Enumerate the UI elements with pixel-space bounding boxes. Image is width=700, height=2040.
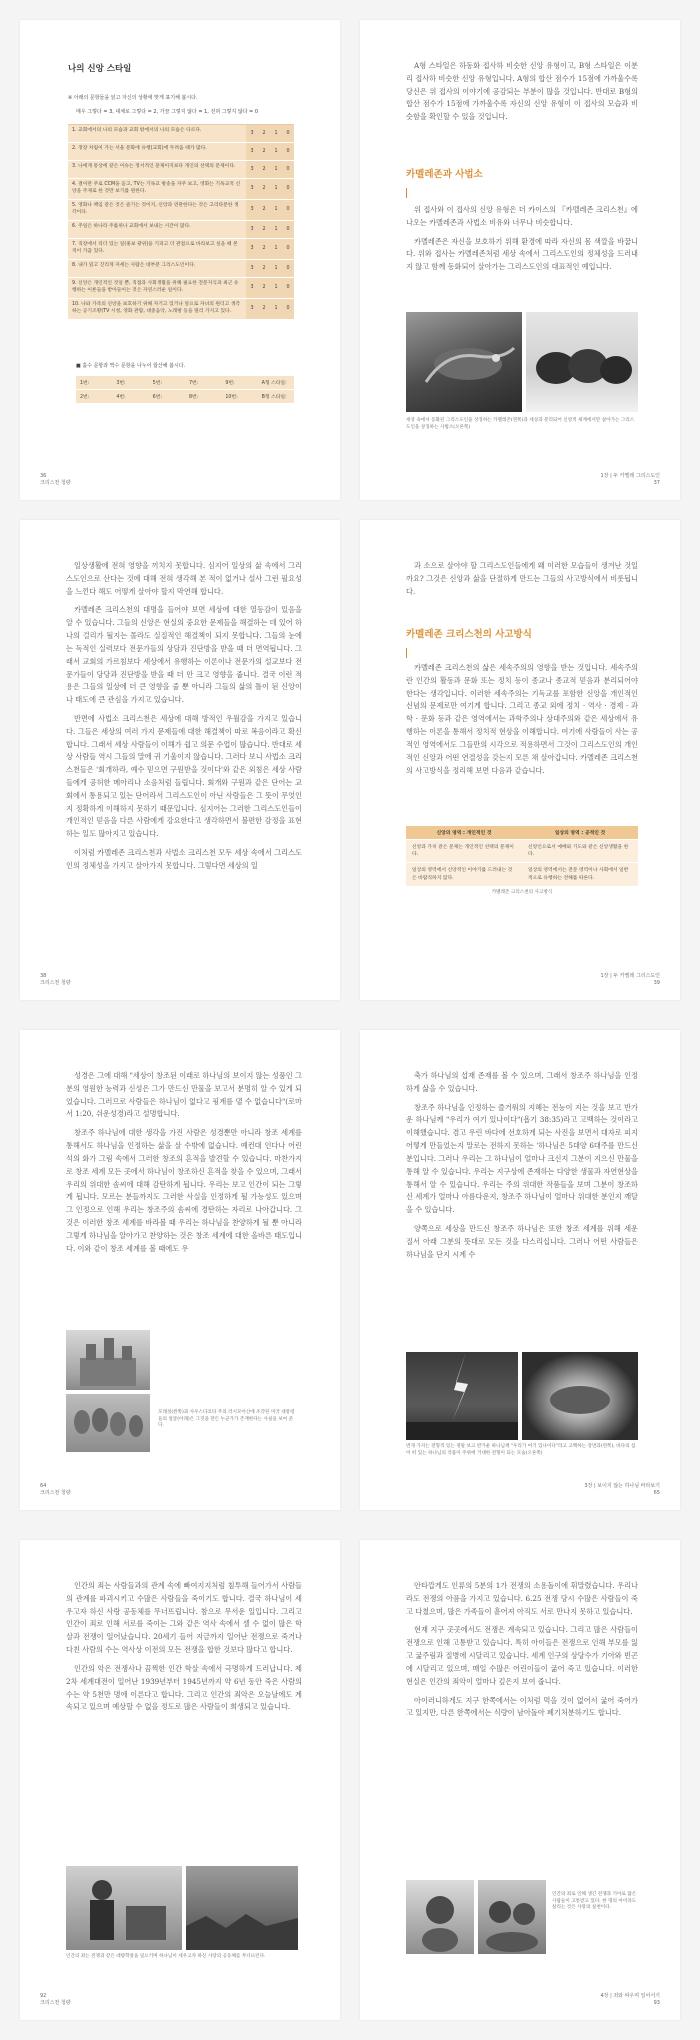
chameleon-icon (406, 312, 522, 412)
section-heading: 카멜레존 크리스천의 사고방식 (406, 629, 532, 640)
page-7 (20, 1540, 340, 2020)
score-0[interactable]: 0 (286, 131, 290, 136)
score-2[interactable]: 2 (262, 167, 266, 172)
war-ruins-photo (186, 1866, 298, 1950)
chameleon-photo (406, 312, 522, 412)
checklist-item-text: 5. 영화나 책임 같은 것은 즐기는 것이지, 신앙과 연관한다는 것은 고리타분한 생각이다. (72, 202, 239, 215)
score-0[interactable]: 0 (286, 167, 290, 172)
score-3[interactable]: 3 (250, 186, 254, 192)
checklist-row (68, 143, 294, 161)
checklist-item-text: 2. 정장 차림이 가는 서울 문화에 유행(교회)에 두려움 때가 많다. (72, 146, 207, 151)
checklist-item-text: 9. 신앙은 개인적인 것일 뿐, 직접과 사회생활을 위해 필요한 전문지식과 최근 유행하는 이론들을 받아들이는 것은 자연스러운 일이다. (72, 280, 239, 293)
score-options (246, 161, 294, 178)
checklist-row (68, 299, 294, 320)
paragraph: 인간의 죄는 사람들과의 관계 속에 빠여지지처럼 침투해 들어가서 사람들의 관계를 파괴시키고 수많은 사람들을 죽이기도 합니다. 결국 하나님이 세우고자 하신 사랑 공동체를 무너뜨립니다. 참으로 무서운 일입니다. 그리고 인간이 죄로 인해 서로를 죽이는 그와 같은 역사 속에서 셀 수 없이 많은 학살과 전쟁이 일어났습니다. 20세기 들어 지금까지 일어난 전쟁으로 죽거나 다친 사람의 수는 역사상 이전의 모든 전쟁을 합한 것보다 많다고 합니다. (66, 1581, 302, 1655)
page-number: 37 (653, 479, 660, 486)
type-cell[interactable]: 10번: (221, 390, 257, 404)
intro-paragraph (406, 560, 638, 604)
table-header: 일상의 영역 : 공적인 것 (522, 826, 638, 839)
paragraph: 안타깝게도 인류의 5분의 1가 전쟁의 소용돌이에 휘말렸습니다. 우리나라도 전쟁의 아픔을 가지고 있습니다. 6.25 전쟁 당시 수많은 사람들이 죽고 다쳤으며, 많은 가족들이 흩어져 아직도 서로 만나지 못하고 있습니다. (406, 1581, 638, 1616)
score-2[interactable]: 2 (262, 306, 266, 312)
checklist-item-text: 6. 주일은 하나라 주를위나 교회에서 보내는 시간이 많다. (72, 223, 191, 229)
score-options (246, 143, 294, 160)
checklist-item-text: 10. 나와 가족의 신앙을 보호하기 위해 자기고 있거나 앞으로 자녀의 원더고 생각하는 공기조황(TV 시청, 영화 관람, 대중음악, 노래방 등을 멀리 가지고 있다. (72, 301, 241, 314)
checklist-item-text: 4. 결이란 주로 CCM을 듣고, TV는 기독교 방송을 자주 보고, 영화는 기독교적 신앙을 주제로 한 것만 보기를 원한다. (72, 182, 241, 194)
checklist-title: 나의 신앙 스타일 (68, 64, 132, 74)
page-number: 92 (40, 1993, 47, 1999)
paragraph: 창조주 하나님에 대한 생각을 가진 사람은 성경뿐만 아니라 창조 세계를 통해서도 하나님을 인정하는 삶을 살 수밖에 없습니다. 예컨대 인다나 어린 석의 화가 그림 속에서 그러한 창조의 흔적을 발견할 수 있습니다. 마찬가지로 창조 세계 모든 곳에서 하나님이 창조하신 흔적을 찾을 수 있으며, 그래서 우리의 위대한 솜씨에 대해 감탄하게 됩니다. 우리는 보고 인간이 되는 그렇게 됩니다. 모르는 분들까지도 그러한 사실을 인정하게 될 가능성도 있으며 그 인정으로 인해 우리는 창조주의 솜씨에 경탄하는 자리로 나아갑니다. 그것은 이러한 창조 세계를 바라볼 때 우리는 하나님을 찬양하게 될 뿐 아니라 그렇게 하나님을 알아가고 찬양하는 것은 창조 세계에 대한 올바른 태도입니다. 이와 같이 창조 세계를 볼 때에도 우 (66, 1128, 302, 1253)
photo-caption: 인간의 죄는 전쟁과 같은 대량학살을 일으키며 하나님이 세우고자 하신 사랑의 공동체를 무너뜨린다. (66, 1954, 266, 1959)
page-6 (360, 1030, 680, 1510)
score-2[interactable]: 2 (262, 246, 266, 252)
page-4 (360, 520, 680, 1000)
page-footer (40, 473, 71, 486)
paragraph: 카멜레존 크리스천의 대명을 들어야 보면 세상에 대한 열등감이 있음을 알 수 있습니다. 그들의 신앙은 현실의 중요한 문제들을 해결하는 데 있어 하나의 걸리가 될지는 몰라도 실질적인 해결책이 되지 못합니다. 그들의 눈에는 독적인 실력보다 전문가들의 상담과 진단방을 받을 때 더 면역됩니다. 그래서 교회의 가르침보다 세상에서 유행하는 이론이나 전문가의 설교보다 전문가들이 당당과 진단방을 받을 때 더 안 크고 영향을 줍니다. 결국 이런 적용은 그들의 일상에 더 큰 영향을 줄 뿐 아니라 그들의 삶의 틀이 된 신앙이나 태도에 큰 관심을 가지고 있습니다. (66, 605, 302, 705)
sum-instruction: ■ 홀수 문항과 짝수 문항을 나누어 합산해 봅시다. (76, 363, 186, 369)
score-3[interactable]: 3 (250, 226, 254, 232)
type-cell[interactable]: 8번: (185, 390, 221, 404)
type-score-grid (76, 376, 294, 404)
score-1[interactable]: 1 (274, 186, 278, 192)
score-1[interactable]: 1 (274, 226, 278, 232)
score-2[interactable]: 2 (262, 131, 266, 136)
lightning-photo (406, 1352, 518, 1440)
paragraph: 창조주 하나님을 인정하는 즐거워의 지혜는 전능이 지는 것을 보고 반가운 하나님께 "우리가 여기 있나이다"(욥기 38:35)라고 고백하는 것이라고 이해했습니다. 겸고 우린 바다에 선호하게 되는 사진을 보면서 대자로 피지 어떻게 만들었는지 말로는 전하지 못하는 '하나님은 5대양 6대주를 만드신 분입니다. 그러나 우리는 그 하나님이 얼마나 크신지 그분이 지으신 만물을 통해 알 수 있습니다. 우리는 지구상에 존재하는 다양한 생물과 자연현상을 통해서 알 수 있습니다. 우리는 주의 위대한 작품들을 보며 그분이 창조하신 세계가 얼마나 아름다운지, 창조주 하나님이 얼마나 위대한 분인지 깨달을 수 있습니다. (406, 1102, 638, 1215)
paragraph: 인간의 악은 전쟁사나 끔찍한 인간 학살 속에서 극명하게 드러납니다. 제2차 세계대전이 일어난 1939년부터 1945년까지 약 6년 동안 죽은 사람의 수는 약 5천만 명에 이른다고 합니다. 그리고 인간의 죄악은 오늘날에도 계속되고 있으며 예상할 수 없을 정도로 많은 사람들이 희생되고 있습니다. (66, 1663, 302, 1712)
thinking-table (406, 826, 638, 886)
section-body (406, 662, 638, 783)
paragraph: 과 소으로 살아야 할 그리스도인들에게 왜 이러한 모습들이 생겨난 것일까요? 그것은 신앙과 삶을 단절하게 만드는 그들의 사고방식에서 비롯됩니다. (406, 561, 638, 596)
score-0[interactable]: 0 (286, 265, 290, 271)
type-cell[interactable]: A형 스타일: (258, 376, 294, 390)
footer-label: 1장 | 두 카멜레 그리스도인 (600, 973, 660, 979)
checklist-row (68, 239, 294, 260)
table-cell: 신앙과 가치 같은 문제는 개인적인 선택의 문제이다. (406, 839, 522, 862)
ruins-icon (186, 1866, 298, 1950)
paragraph: 현재 지구 곳곳에서도 전쟁은 계속되고 있습니다. 그리고 많은 사람들이 전쟁으로 인해 고통받고 있습니다. 특히 아이들은 전쟁으로 인해 부모를 잃고 굶주림과 질병에 시달리고 있습니다. 세계 인구의 상당수가 기아와 빈곤에 시달리고 있으며, 매일 수많은 어린이들이 굶어 죽고 있습니다. 이러한 현실은 인간의 죄악이 얼마나 깊은지 보여 줍니다. (406, 1625, 638, 1686)
paragraph: 이처럼 카멜레존 크리스천과 사법소 크리스천 모두 세상 속에서 그리스도인의 정체성을 가지고 살아가지 못합니다. 그렇다면 세상의 일 (66, 848, 302, 870)
score-3[interactable]: 3 (250, 306, 254, 312)
heading-marker (406, 648, 407, 658)
paragraph: 위 접사와 이 접사의 신앙 유형은 더 카이스의 『카멜레존 크리스천』에 나오는 카멜레존과 사법소 비유와 너무나 비슷합니다. (406, 205, 638, 227)
photo-caption: 번개 가지는 전형적 있는 정말 보고 반가운 하나님께 "우리가 여기 있나이다"라고 고백하는 장면과(왼쪽), 바다의 섬이 떠 있는 하나님의 작품이 주위에 거대한 전형이 되는 모습(오른쪽) (406, 1444, 636, 1456)
score-0[interactable]: 0 (286, 285, 290, 291)
paragraph: 양쪽으로 세상을 만드신 창조주 하나님은 또한 창조 세계를 위해 세운 질서 아래 그분의 뜻대로 모든 것을 다스리십니다. 그러나 어떤 사람들은 하나님을 단지 시계 수 (406, 1223, 638, 1259)
checklist-instruction: ※ 아래의 문항들을 읽고 자신의 상황에 맞게 표기해 봅시다. (68, 95, 198, 101)
score-2[interactable]: 2 (262, 149, 266, 154)
page-footer (600, 473, 660, 486)
page-number: 38 (40, 973, 47, 979)
paragraph: 카멜레존 크리스천의 삶은 세속주의의 영향을 받는 것입니다. 세속주의란 인간의 활동과 문화 또는 정치 등이 종교나 종교적 믿음과 분리되어야 한다는 생각입니다. 이러한 세속주의는 기독교를 포함한 신앙을 개인적인 신념의 문제로만 여기게 합니다. 그리고 종교 외에 정치 · 역사 · 경제 · 과학 · 문화 등과 같은 영역에서는 과학주의나 상대주의와 같은 세상에서 유행하는 이론을 통해서 정치적 현상을 이해합니다. 여기에 사람들이 사는 공적인 영역에서도 그들만의 시각으로 적용하면서 그것이 그리스도인의 개인적인 신앙과 어떤 연결성을 갖는지 모른 채 살아갑니다. 카멜레존 크리스천의 사고방식을 정리해 보면 다음과 같습니다. (406, 663, 638, 775)
section-body (406, 1580, 638, 1726)
checklist-row (68, 125, 294, 143)
island-photo (522, 1352, 638, 1440)
section-body (406, 1070, 638, 1267)
page-footer (40, 973, 71, 986)
score-1[interactable]: 1 (274, 167, 278, 172)
table-cell: 일상의 영역에서 신앙적인 이야기를 드러내는 것은 바람직하지 않다. (406, 862, 522, 885)
score-options (246, 299, 294, 319)
castle-icon (66, 1330, 150, 1390)
page-number: 64 (40, 1483, 47, 1489)
score-3[interactable]: 3 (250, 167, 254, 172)
sandcastle-photo (66, 1330, 150, 1390)
score-1[interactable]: 1 (274, 246, 278, 252)
score-options (246, 260, 294, 277)
checklist-row (68, 278, 294, 299)
lightning-icon (406, 1352, 518, 1440)
paragraph: 아이러니하게도 지구 한쪽에서는 이처럼 먹을 것이 없어서 굶어 죽어가고 있지만, 다른 한쪽에서는 식량이 남아돌아 폐기처분하기도 합니다. (406, 1695, 638, 1718)
soldier-icon (66, 1866, 182, 1950)
paragraph: 성경은 그에 대해 "세상이 창조된 이래로 하나님의 보이지 않는 성품인 그분의 영원한 능력과 신성은 그가 만드신 만물을 보고서 분명히 알 수 있게 되었습니다. 그러므로 사람들은 하나님이 없다고 핑계를 댈 수 없습니다"(로마서 1:20, 쉬운성경)라고 설명합니다. (66, 1071, 302, 1119)
checklist-table (68, 124, 294, 320)
page-footer (40, 1993, 71, 2006)
score-options (246, 179, 294, 199)
footer-label: 4장 | 죄와 싸우며 일어서기 (600, 1993, 660, 1999)
muskox-icon (526, 312, 638, 412)
score-2[interactable]: 2 (262, 265, 266, 271)
footer-label: 1장 | 두 카멜레 그리스도인 (600, 473, 660, 479)
score-3[interactable]: 3 (250, 246, 254, 252)
page-3 (20, 520, 340, 1000)
score-3[interactable]: 3 (250, 149, 254, 154)
score-3[interactable]: 3 (250, 207, 254, 213)
muskox-photo (526, 312, 638, 412)
score-3[interactable]: 3 (250, 131, 254, 136)
checklist-item-text: 8. 내가 읽고 진리게 자세는 사람은 대부분 그리스도인이다. (72, 262, 196, 268)
score-0[interactable]: 0 (286, 226, 290, 232)
checklist-scale: 매우 그렇다 = 3, 대체로 그렇다 = 2, 가끔 그렇지 않다 = 1, 전혀 그렇지 않다 = 0 (76, 109, 259, 115)
photo-caption: 모래성(왼쪽)과 사우스다코타 주의 러시모어산에 조각된 미국 대통령들의 얼굴(아래)은 그것을 만든 누군가가 존재한다는 사실을 보여 준다. (158, 1410, 295, 1429)
score-0[interactable]: 0 (286, 149, 290, 154)
rushmore-photo (66, 1394, 150, 1452)
score-1[interactable]: 1 (274, 265, 278, 271)
score-options (246, 221, 294, 238)
table-cell: 일상의 영역에서는 전문 영역이나 사회에서 일반적으로 유행하는 견해를 따른다. (522, 862, 638, 885)
type-cell[interactable]: 2번: (76, 390, 112, 404)
checklist-row (68, 179, 294, 200)
page-5 (20, 1030, 340, 1510)
score-1[interactable]: 1 (274, 306, 278, 312)
type-cell[interactable]: 4번: (112, 390, 148, 404)
table-caption: 카멜레존 크리스천의 사고방식 (491, 890, 553, 895)
paragraph: 축가 하나님의 섭재 존재를 볼 수 있으며, 그래서 창조주 하나님을 인정하게 삶을 수 있습니다. (406, 1071, 638, 1093)
checklist-item-text: 1. 교회에서의 나의 모습과 교회 밖에서의 나의 모습은 다르다. (72, 128, 202, 133)
score-2[interactable]: 2 (262, 207, 266, 213)
hunger-photo-1 (406, 1880, 474, 1954)
score-options (246, 200, 294, 220)
page-2 (360, 20, 680, 500)
island-icon (522, 1352, 638, 1440)
page-number: 93 (653, 1999, 660, 2006)
intro-paragraph (406, 60, 638, 130)
hunger-photo-2 (478, 1880, 546, 1954)
section-body (406, 204, 638, 280)
page-footer (584, 1483, 660, 1496)
score-1[interactable]: 1 (274, 149, 278, 154)
footer-label: 크리스천 청량 (40, 979, 71, 986)
footer-label: 크리스천 청량 (40, 1489, 71, 1496)
type-cell[interactable]: 1번: (76, 376, 112, 390)
score-2[interactable]: 2 (262, 226, 266, 232)
score-0[interactable]: 0 (286, 306, 290, 312)
score-1[interactable]: 1 (274, 207, 278, 213)
score-options (246, 239, 294, 259)
page-footer (600, 973, 660, 986)
checklist-item-text: 3. 나에게 통상에 같은 이슈는 정서적인 문제이지보다 개인의 선택의 문제이다. (72, 164, 236, 169)
score-options (246, 278, 294, 298)
type-cell[interactable]: B형 스타일: (258, 390, 294, 404)
checklist-item-text: 7. 직장에서 리더 있는 일(홍보 광위)을 기피고 더 관점으로 바라보고 싶을 때 본 적이 가끔 있다. (72, 241, 238, 254)
paragraph: A형 스타일은 하동화 접사하 비슷한 신앙 유형이고, B형 스타일은 이분리 접사하 비슷한 신앙 유형입니다. A형의 합산 점수가 15점에 가까울수록 당신은 위 접사의 이야기에 공감되는 부분이 많을 것입니다. 반대로 B형의 합산 점수가 15점에 가까울수록 자신의 신앙 유형이 이 접사의 모습과 비슷함을 확인할 수 있을 것입니다. (406, 61, 638, 122)
checklist-row (68, 161, 294, 179)
table-cell: 신앙인으로서 예배와 기도와 같은 신앙생활을 한다. (522, 839, 638, 862)
page-number: 39 (653, 979, 660, 986)
score-0[interactable]: 0 (286, 246, 290, 252)
footer-label: 3장 | 보이지 않는 하나님 바라보기 (584, 1483, 660, 1489)
type-cell[interactable]: 3번: (112, 376, 148, 390)
type-cell[interactable]: 7번: (185, 376, 221, 390)
page-footer (600, 1993, 660, 2006)
table-header: 신앙의 영역 : 개인적인 것 (406, 826, 522, 839)
page-8 (360, 1540, 680, 2020)
score-2[interactable]: 2 (262, 285, 266, 291)
heading-marker (406, 188, 407, 198)
footer-label: 크리스천 청량 (40, 479, 71, 486)
section-body (66, 560, 302, 879)
score-options (246, 125, 294, 142)
footer-label: 크리스천 청량 (40, 1999, 71, 2006)
score-1[interactable]: 1 (274, 131, 278, 136)
war-leader-photo (66, 1866, 182, 1950)
page-number: 36 (40, 473, 47, 479)
page-1 (20, 20, 340, 500)
paragraph: 반면에 사법소 크리스천은 세상에 대해 방적인 우월감을 가지고 있습니다. 그들은 세상의 여러 가지 문제들에 대한 해결책이 따로 복음이라고 확신합니다. 그래서 세상 사람들이 이해가 쉽고 의문 수업이 많습니다. 반대로 세상 사람들 역시 그들의 말에 귀 기울이지 않습니다. 그러다 보니 사법소 크리스천들은 '회개하라, 예수 믿으면 구원받을 것이다'와 같은 외침은 세상 사람들에게 공허한 메아리나 소음처럼 들립니다. 회개와 구원과 같은 단어는 교회에서 통용되고 있는 단어라서 그리스도인이 아닌 사람들은 그 뜻이 무엇인지 정확하게 이해하지 못하기 때문입니다. 심지어는 그러한 그리스도인들이 개인적인 믿음을 다른 사람에게 강요한다고 생각하면서 불편한 감정을 표현하는 일도 많아지고 있습니다. (66, 713, 302, 839)
score-2[interactable]: 2 (262, 186, 266, 192)
score-1[interactable]: 1 (274, 285, 278, 291)
paragraph: 일상생활에 전혀 영향을 끼치지 못합니다. 심지어 일상의 삶 속에서 그리스도인으로 산다는 것에 대해 전혀 생각해 본 적이 없거나 설사 그런 필요성을 느낀다 해도 어떻게 살아야 할지 막연해 합니다. (66, 561, 302, 596)
section-heading: 카멜레존과 사법소 (406, 169, 483, 180)
section-body (66, 1580, 302, 1720)
page-footer (40, 1483, 71, 1496)
paragraph: 카멜레존은 자신을 보호하기 위해 환경에 따라 자신의 몸 색깔을 바꿉니다. 위와 접사는 카멜레존처럼 세상 속에서 그리스도인의 정체성을 드러내지 않고 함께 동화되어 살아가는 그리스도인의 대표적인 예입니다. (406, 236, 638, 272)
section-body (66, 1070, 302, 1261)
children-icon (478, 1880, 546, 1954)
page-number: 65 (653, 1489, 660, 1496)
child-icon (406, 1880, 474, 1954)
photo-caption: 인간의 죄로 인해 생긴 전쟁과 기아로 많은 사람들이 고통받고 있다. 한 명의 아이라도 살리는 것은 사랑의 실천이다. (552, 1892, 637, 1911)
mountain-faces-icon (66, 1394, 150, 1452)
checklist-row (68, 200, 294, 221)
score-3[interactable]: 3 (250, 285, 254, 291)
type-cell[interactable]: 6번: (149, 390, 185, 404)
score-0[interactable]: 0 (286, 207, 290, 213)
type-cell[interactable]: 9번: (221, 376, 257, 390)
checklist-row (68, 221, 294, 239)
photo-caption: 세상 속에서 동화된 그리스도인을 상징하는 카멜레존(왼쪽)과 세상과 분리되어 신앙적 세계에서만 살아가는 그리스도인을 상징하는 사법소(오른쪽) (406, 418, 635, 430)
checklist-row (68, 260, 294, 278)
score-0[interactable]: 0 (286, 186, 290, 192)
score-3[interactable]: 3 (250, 265, 254, 271)
type-cell[interactable]: 5번: (149, 376, 185, 390)
